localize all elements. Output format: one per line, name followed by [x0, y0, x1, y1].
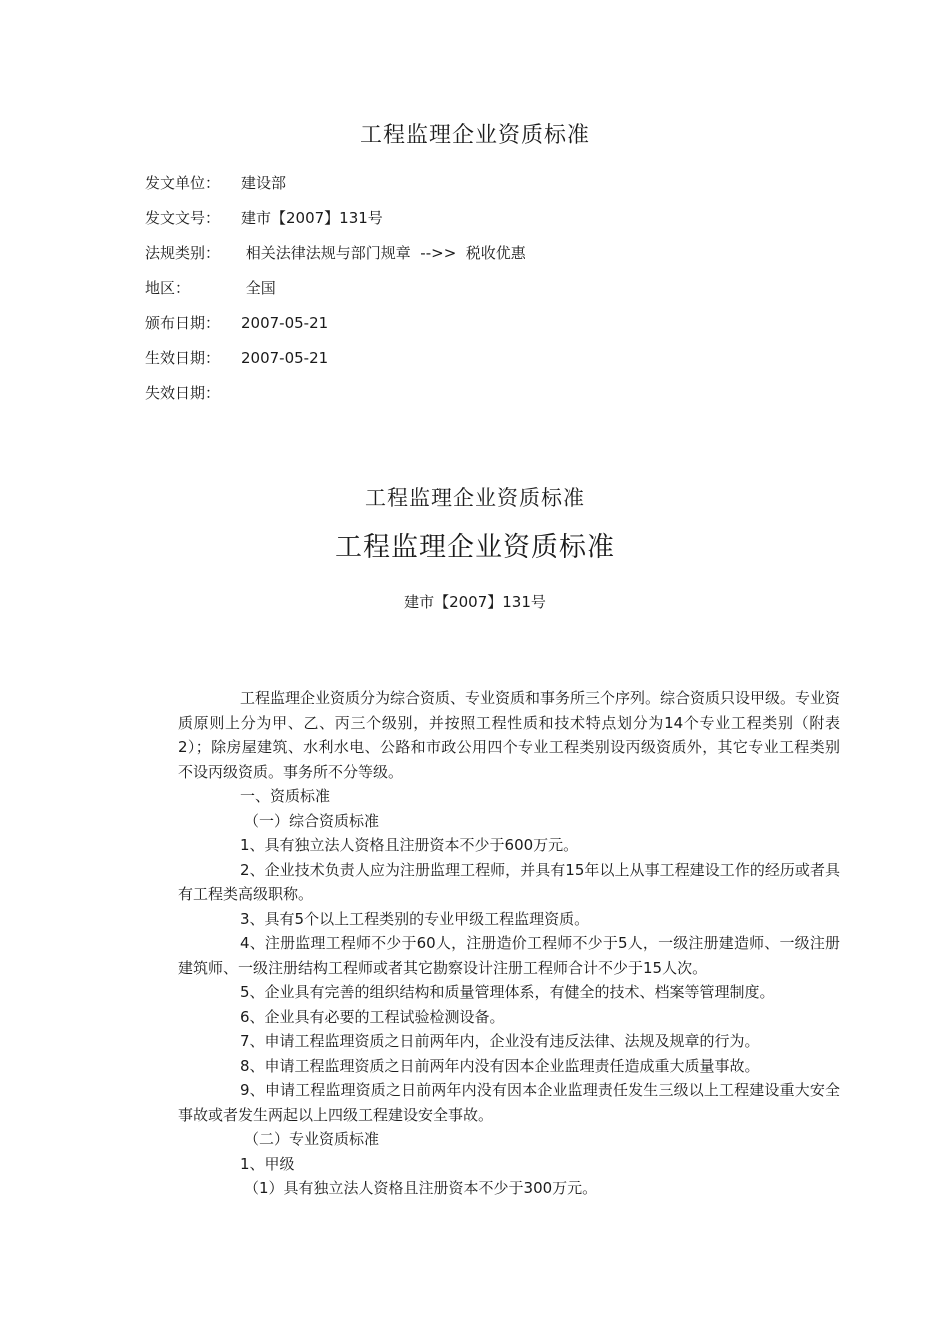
- document-title-small: 工程监理企业资质标准: [365, 486, 585, 510]
- list-item: 4、注册监理工程师不少于60人，注册造价工程师不少于5人，一级注册建造师、一级注册建筑师、一级注册结构工程师或者其它勘察设计注册工程师合计不少于15人次。: [178, 934, 840, 977]
- list-item: 2、企业技术负责人应为注册监理工程师，并具有15年以上从事工程建设工作的经历或者具有工程类高级职称。: [178, 860, 840, 903]
- section-heading: 一、资质标准: [240, 787, 331, 805]
- paragraph-intro: 工程监理企业资质分为综合资质、专业资质和事务所三个序列。综合资质只设甲级。专业资质原则上分为甲、乙、丙三个级别，并按照工程性质和技术特点划分为14个专业工程类别（附表2）；除房屋建筑、水利水电、公路和市政公用四个专业工程类别设丙级资质外，其它专业工程类别不设丙级资质。事务所不分等级。: [178, 689, 841, 781]
- meta-label: 地区：: [145, 279, 191, 297]
- list-item: （1）具有独立法人资格且注册资本不少于300万元。: [244, 1179, 598, 1197]
- list-item: 8、申请工程监理资质之日前两年内没有因本企业监理责任造成重大质量事故。: [240, 1056, 760, 1075]
- meta-value: 相关法律法规与部门规章 -->> 税收优惠: [241, 244, 526, 262]
- meta-row-effective-date: [145, 348, 328, 368]
- list-item: 6、企业具有必要的工程试验检测设备。: [240, 1007, 505, 1026]
- meta-value: 2007-05-21: [241, 314, 329, 332]
- meta-label: 失效日期：: [145, 384, 221, 402]
- document-title-large: 工程监理企业资质标准: [335, 532, 615, 563]
- document-body: [178, 686, 840, 1201]
- meta-row-category: [145, 243, 526, 263]
- subsection-heading: （二）专业资质标准: [244, 1130, 380, 1148]
- meta-label: 发文文号：: [145, 209, 221, 227]
- meta-label: 生效日期：: [145, 349, 221, 367]
- list-item: 5、企业具有完善的组织结构和质量管理体系，有健全的技术、档案等管理制度。: [240, 983, 775, 1001]
- meta-row-region: [145, 278, 276, 298]
- document-number: 建市【2007】131号: [404, 593, 546, 611]
- subsection-heading: （一）综合资质标准: [244, 811, 380, 830]
- list-item: 9、申请工程监理资质之日前两年内没有因本企业监理责任发生三级以上工程建设重大安全事故或者发生两起以上四级工程建设安全事故。: [178, 1081, 840, 1124]
- meta-row-expiry-date: [145, 383, 241, 403]
- meta-value: 建市【2007】131号: [241, 209, 383, 227]
- list-item: 1、甲级: [240, 1154, 295, 1173]
- meta-row-doc-number: [145, 208, 383, 228]
- meta-label: 颁布日期：: [145, 314, 221, 332]
- list-item: 3、具有5个以上工程类别的专业甲级工程监理资质。: [240, 909, 590, 928]
- meta-value: 全国: [241, 279, 276, 297]
- meta-label: 发文单位：: [145, 174, 221, 192]
- page-title: 工程监理企业资质标准: [359, 123, 590, 148]
- list-item: 1、具有独立法人资格且注册资本不少于600万元。: [240, 836, 579, 854]
- meta-row-issue-date: [145, 313, 328, 333]
- meta-value: 建设部: [241, 174, 287, 192]
- meta-label: 法规类别：: [145, 244, 221, 262]
- list-item: 7、申请工程监理资质之日前两年内，企业没有违反法律、法规及规章的行为。: [240, 1032, 760, 1050]
- meta-row-issuer: [145, 173, 286, 193]
- meta-value: 2007-05-21: [241, 349, 329, 367]
